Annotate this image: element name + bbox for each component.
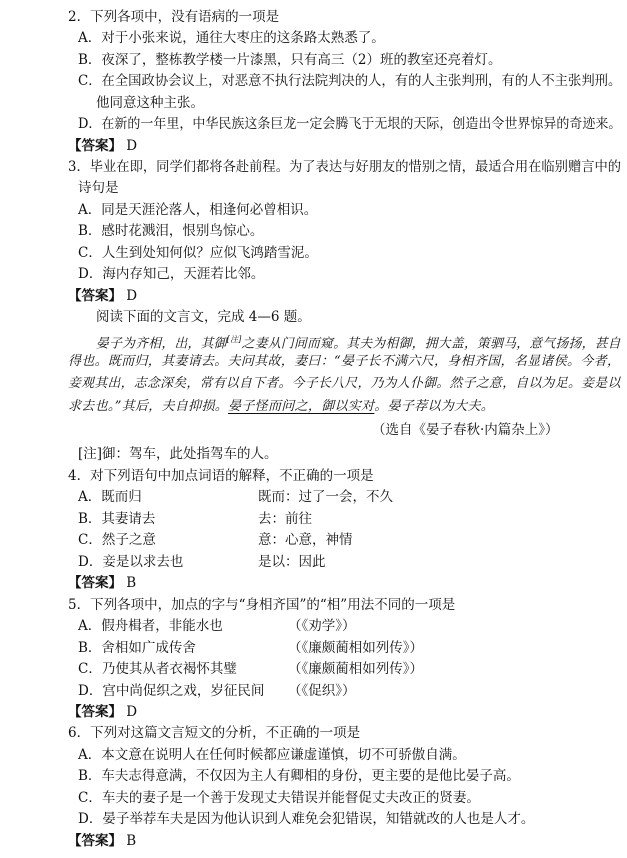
q3-option-b: B．感时花溅泪，恨别鸟惊心。 (78, 223, 264, 240)
q3-answer (68, 287, 137, 305)
q4-stem: 4．对下列语句中加点词语的解释，不正确的一项是 (68, 468, 374, 485)
q3-stem: 3．毕业在即，同学们都将各赴前程。为了表达与好朋友的惜别之情，最适合用在临别赠言中的 (68, 158, 622, 175)
passage-line-3: 妾观其出，志念深矣，常有以自下者。今子长八尺，乃为人仆御。然子之意，自以为足。妾是以 (68, 376, 621, 392)
q5-stem: 5．下列各项中，加点的字与“身相齐国”的“相”用法不同的一项是 (68, 596, 456, 613)
q4-answer (68, 574, 136, 592)
q6-stem: 6．下列对这篇文言短文的分析，不正确的一项是 (68, 725, 361, 742)
q5-answer (68, 703, 137, 721)
passage-line-4 (68, 398, 494, 416)
answer-label: 【答案】 (68, 575, 122, 592)
q6-option-a: A．本文意在说明人在任何时候都应谦虚谨慎，切不可骄傲自满。 (78, 746, 466, 763)
q4-option-b-gloss: 去：前往 (258, 510, 312, 527)
q2-option-c-cont: 他同意这种主张。 (96, 94, 204, 111)
q5-option-c: C．乃使其从者衣褐怀其璧 (78, 661, 237, 678)
note-marker: [注] (226, 334, 242, 344)
answer-value: B (126, 575, 137, 592)
q4-option-c: C．然子之意 (78, 532, 156, 549)
q6-option-c: C．车夫的妻子是一个善于发现丈夫错误并能督促丈夫改正的贤妻。 (78, 789, 480, 806)
answer-label: 【答案】 (68, 703, 122, 720)
q5-option-a: A．假舟楫者，非能水也 (78, 618, 223, 635)
passage-text: 。晏子荐以为大夫。 (374, 398, 495, 414)
q5-option-b-source: （《廉颇蔺相如列传》） (288, 639, 423, 656)
underlined-sentence: 晏子怪而问之，御以实对 (228, 398, 375, 414)
q2-option-b: B．夜深了，整栋教学楼一片漆黑，只有高三（2）班的教室还亮着灯。 (78, 51, 502, 68)
passage-text: 求去也。”其后，夫自抑损。 (68, 398, 229, 414)
q5-option-c-source: （《廉颇蔺相如列传》） (288, 661, 423, 678)
q3-option-a: A．同是天涯沦落人，相逢何必曾相识。 (78, 201, 318, 218)
q4-option-d: D．妾是以求去也 (78, 553, 184, 570)
q2-option-a: A．对于小张来说，通往大枣庄的这条路太熟悉了。 (78, 30, 385, 47)
answer-label: 【答案】 (68, 287, 122, 304)
q5-option-b: B．舍相如广成传舍 (78, 639, 196, 656)
q5-option-d-source: （《促织》） (288, 682, 356, 699)
q4-option-a: A．既而归 (78, 489, 142, 506)
q4-option-b: B．其妻请去 (78, 510, 156, 527)
q3-option-d: D．海内存知己，天涯若比邻。 (78, 266, 265, 283)
q2-answer (68, 137, 137, 155)
answer-label: 【答案】 (68, 832, 122, 849)
passage-note: [注]御：驾车，此处指驾车的人。 (78, 445, 278, 462)
q2-option-d: D．在新的一年里，中华民族这条巨龙一定会腾飞于无垠的天际，创造出令世界惊异的奇迹来。 (78, 116, 622, 133)
q6-answer (68, 832, 136, 850)
answer-value: B (126, 832, 137, 849)
passage-source: （选自《晏子春秋·内篇杂上》） (372, 422, 559, 439)
q5-option-d: D．宫中尚促织之戏，岁征民间 (78, 682, 265, 699)
q6-option-d: D．晏子举荐车夫是因为他认识到人难免会犯错误，知错就改的人也是人才。 (78, 811, 535, 828)
q6-option-b: B．车夫志得意满，不仅因为主人有卿相的身份，更主要的是他比晏子高。 (78, 768, 520, 785)
q2-stem: 2．下列各项中，没有语病的一项是 (68, 8, 280, 25)
q2-option-c: C．在全国政协会议上，对恶意不执行法院判决的人，有的人主张判刑，有的人不主张判刑。 (78, 73, 622, 90)
passage-text: 之妻从门间而窥。其夫为相御，拥大盖，策驷马，意气扬扬，甚自 (241, 335, 621, 351)
passage-line-2: 得也。既而归，其妻请去。夫问其故，妻曰：“晏子长不满六尺，身相齐国，名显诸侯。今者， (68, 353, 621, 369)
q3-option-c: C．人生到处知何似？应似飞鸿踏雪泥。 (78, 244, 318, 261)
q3-stem-cont: 诗句是 (78, 180, 119, 197)
passage-intro: 阅读下面的文言文，完成 4—6 题。 (96, 309, 311, 326)
passage-text: 晏子为齐相，出，其御 (96, 335, 227, 351)
answer-label: 【答案】 (68, 137, 122, 154)
q5-option-a-source: （《劝学》） (288, 618, 356, 635)
q4-option-c-gloss: 意：心意，神情 (258, 532, 353, 549)
answer-value: D (126, 703, 138, 720)
q4-option-d-gloss: 是以：因此 (258, 553, 326, 570)
q4-option-a-gloss: 既而：过了一会，不久 (258, 489, 393, 506)
answer-value: D (126, 137, 138, 154)
answer-value: D (126, 287, 138, 304)
passage-line-1 (96, 331, 621, 349)
